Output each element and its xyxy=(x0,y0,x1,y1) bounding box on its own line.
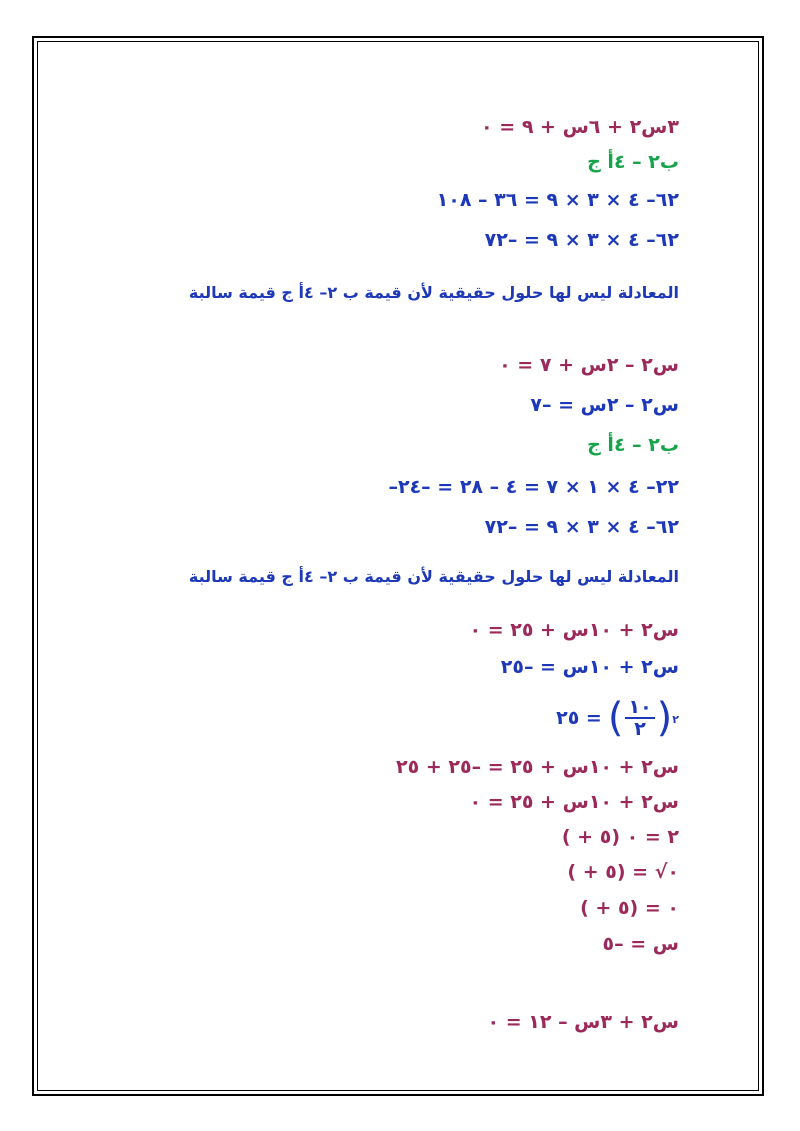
discriminant-formula-2: ب٢ – ٤أ ج xyxy=(587,434,679,456)
equation-line-9: س٢ + ٣س – ١٢ = ٠ xyxy=(487,1011,679,1033)
equation-line-7: ( + ٥) = √٠ xyxy=(567,861,679,883)
equation-line-5: س٢ + ١٠س + ٢٥ = ٠ xyxy=(469,791,679,813)
completing-square-line xyxy=(556,692,679,744)
fraction-denominator: ٢ xyxy=(634,718,646,740)
solution-line: س = –٥ xyxy=(602,933,679,955)
fraction-result: = ٢٥ xyxy=(556,707,602,729)
discriminant-formula-1: ب٢ – ٤أ ج xyxy=(587,151,679,173)
equation-line-2: س٢ – ٢س + ٧ = ٠ xyxy=(499,354,679,376)
conclusion-1: المعادلة ليس لها حلول حقيقية لأن قيمة ب ٢– ٤أ ج قيمة سالبة xyxy=(188,283,679,302)
calc-line-5: ٦٢– ٤ × ٣ × ٩ = –٧٢ xyxy=(484,516,679,538)
calc-line-6: س٢ + ١٠س = –٢٥ xyxy=(500,656,679,678)
equation-line-1: ٣س٢ + ٦س + ٩ = ٠ xyxy=(481,116,679,138)
conclusion-2: المعادلة ليس لها حلول حقيقية لأن قيمة ب ٢– ٤أ ج قيمة سالبة xyxy=(188,567,679,586)
equation-line-3: س٢ + ١٠س + ٢٥ = ٠ xyxy=(469,619,679,641)
equation-line-4: س٢ + ١٠س + ٢٥ = –٢٥ + ٢٥ xyxy=(396,756,679,778)
calc-line-2: ٦٢– ٤ × ٣ × ٩ = –٧٢ xyxy=(484,229,679,251)
calc-line-3: س٢ – ٢س = –٧ xyxy=(530,394,679,416)
calc-line-1: ٦٢– ٤ × ٣ × ٩ = ٣٦ – ١٠٨ xyxy=(436,189,679,211)
equation-line-6: ( + ٥) ٢ = ٠ xyxy=(561,826,679,848)
fraction-numerator: ١٠ xyxy=(625,697,654,719)
calc-line-4: –٢٢– ٤ × ١ × ٧ = ٤ – ٢٨ = –٢٤ xyxy=(388,476,679,498)
equation-line-8: ( + ٥) = ٠ xyxy=(580,897,679,919)
fraction-expression: ( $\frac{١٠}{٢}$ ) ٢ xyxy=(608,692,679,744)
fraction-exponent: ٢ xyxy=(672,713,679,726)
